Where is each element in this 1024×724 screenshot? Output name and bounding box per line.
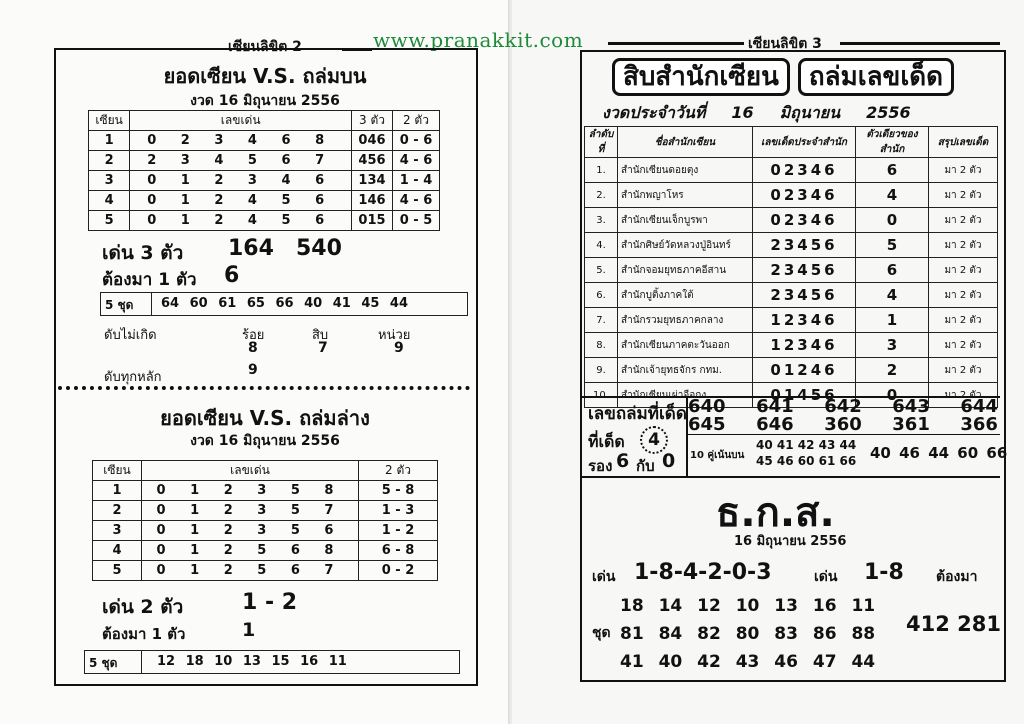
upper-set-label: 5 ชุด [105, 298, 134, 312]
rks-rule [582, 476, 1000, 478]
right-subtitle: งวดประจำวันที่ 16 มิถุนายน 2556 [602, 103, 911, 122]
focus-pairs: 40 46 44 60 66 [870, 444, 1008, 462]
table-row: 4. สำนักศิษย์วัดหลวงปู่อินทร์ 23456 5 มา 2 ตัว [585, 233, 998, 258]
col-header: เลขเด็ดประจำสำนัก [753, 127, 856, 158]
col-label-units: หน่วย [378, 328, 411, 343]
rks-den2: 1-8 [864, 560, 904, 585]
table-row: 1 0 2 3 4 6 8 046 0 - 6 [89, 131, 440, 151]
dotted-divider [58, 386, 470, 390]
summary-row1: 640 641 642 643 644 [688, 396, 998, 417]
tidet-label: ที่เด็ด [588, 432, 625, 451]
upper-must: 6 [224, 263, 240, 288]
table-row: 5 0 1 2 5 6 7 0 - 2 [93, 561, 438, 581]
pair-label: 10 คู่เน้นบน [690, 450, 745, 461]
table-row: 5. สำนักจอมยุทธภาคอีสาน 23456 6 มา 2 ตัว [585, 258, 998, 283]
col-header: ตัวเดียวของสำนัก [856, 127, 929, 158]
lower-set-label: 5 ชุด [89, 656, 118, 670]
right-page-label: เซียนลิขิต 3 [748, 36, 822, 52]
table-row: 6. สำนักบูติ้งภาคใต้ 23456 4 มา 2 ตัว [585, 283, 998, 308]
rks-final: 412 281 [906, 612, 1001, 636]
rong-b: 0 [662, 450, 676, 472]
set-divider [151, 293, 152, 315]
lower-must-label: ต้องมา 1 ตัว [102, 625, 186, 643]
rks-must-label: ต้องมา [936, 569, 978, 585]
upper-den-b: 540 [296, 236, 342, 261]
rks-set-row2: 81 84 82 80 83 86 88 [620, 624, 876, 644]
never-label: ดับไม่เกิด [104, 328, 157, 343]
rong-a: 6 [616, 450, 630, 472]
left-page-label: เซียนลิขิต 2 [228, 39, 302, 55]
lower-set-box [84, 650, 460, 674]
upper-set-box [100, 292, 468, 316]
table-row: 2 0 1 2 3 5 7 1 - 3 [93, 501, 438, 521]
summary-row2: 645 646 360 361 366 [688, 414, 998, 435]
col-val-tens: 7 [318, 340, 328, 356]
table-row: 1. สำนักเซียนดอยตุง 02346 6 มา 2 ตัว [585, 158, 998, 183]
summary-divider [686, 398, 688, 476]
col-header: ชื่อสำนักเซียน [618, 127, 753, 158]
rks-den2-label: เด่น [814, 569, 838, 585]
tidet-circle: 4 [640, 426, 668, 454]
title-part-b: ถล่มเลขเด็ด [798, 58, 954, 96]
col-header: ลำดับที่ [585, 127, 618, 158]
lower-den-label: เด่น 2 ตัว [102, 596, 184, 618]
pairs-row1: 40 41 42 43 44 [756, 438, 857, 452]
rks-title: ธ.ก.ส. [716, 490, 835, 536]
table-row: 5 0 1 2 4 5 6 015 0 - 5 [89, 211, 440, 231]
upper-set: 64 60 61 65 66 40 41 45 44 [161, 296, 409, 311]
col-val-hundreds: 8 [248, 340, 258, 356]
table-row: 2. สำนักพญาโหร 02346 4 มา 2 ตัว [585, 183, 998, 208]
table-row: 3 0 1 2 3 5 6 1 - 2 [93, 521, 438, 541]
upper-den-label: เด่น 3 ตัว [102, 242, 184, 264]
col-header: 2 ตัว [359, 461, 438, 481]
header-rule-left [608, 42, 744, 45]
rks-set-label: ชุด [592, 625, 611, 641]
pairs-row2: 45 46 60 61 66 [756, 454, 857, 468]
table-row: 8. สำนักเซียนภาคตะวันออก 12346 3 มา 2 ตัว [585, 333, 998, 358]
school-table [584, 126, 998, 408]
rks-date: 16 มิถุนายน 2556 [734, 534, 847, 549]
upper-title: ยอดเซียน V.S. ถล่มบน [163, 64, 367, 88]
upper-den-a: 164 [228, 236, 274, 261]
upper-date: งวด 16 มิถุนายน 2556 [190, 93, 340, 109]
right-title [612, 58, 954, 96]
set-divider [141, 651, 142, 673]
kap-label: กับ [636, 457, 655, 475]
summary-mid-rule [688, 434, 1000, 435]
table-row: 1 0 1 2 3 5 8 5 - 8 [93, 481, 438, 501]
title-part-a: สิบสำนักเซียน [612, 58, 790, 96]
rks-set-row1: 18 14 12 10 13 16 11 [620, 596, 876, 616]
table-row: 3 0 1 2 3 4 6 134 1 - 4 [89, 171, 440, 191]
watermark-url: www.pranakkit.com [373, 28, 584, 52]
col-label-hundreds: ร้อย [242, 328, 265, 343]
lower-must: 1 [242, 619, 256, 641]
table-row: 7. สำนักรวมยุทธภาคกลาง 12346 1 มา 2 ตัว [585, 308, 998, 333]
table-row: 10. สำนักเซียนเผ่าจือกง 01456 0 มา 2 ตัว [585, 383, 998, 408]
rks-den: 1-8-4-2-0-3 [634, 560, 772, 585]
lower-set: 12 18 10 13 15 16 11 [157, 654, 347, 669]
col-header: เซียน [89, 111, 130, 131]
rks-set-row3: 41 40 42 43 46 47 44 [620, 652, 876, 672]
all-val: 9 [248, 362, 258, 378]
col-header: สรุปเลขเด็ด [929, 127, 998, 158]
lower-table [92, 460, 438, 581]
table-row: 4 0 1 2 5 6 8 6 - 8 [93, 541, 438, 561]
lower-date: งวด 16 มิถุนายน 2556 [190, 433, 340, 449]
col-label-tens: สิบ [312, 328, 329, 343]
lower-title: ยอดเซียน V.S. ถล่มล่าง [160, 406, 370, 430]
table-row: 9. สำนักเจ้ายุทธจักร กทม. 01246 2 มา 2 ตัว [585, 358, 998, 383]
table-row: 4 0 1 2 4 5 6 146 4 - 6 [89, 191, 440, 211]
col-val-units: 9 [394, 340, 404, 356]
col-header: 3 ตัว [352, 111, 393, 131]
rong-label: รอง [588, 457, 613, 475]
lower-den: 1 - 2 [242, 590, 298, 615]
col-header: เซียน [93, 461, 142, 481]
col-header: 2 ตัว [392, 111, 439, 131]
summary-label: เลขถล่มที่เด็ด [588, 404, 687, 424]
table-row: 2 2 3 4 5 6 7 456 4 - 6 [89, 151, 440, 171]
col-header: เลขเด่น [130, 111, 352, 131]
upper-table [88, 110, 440, 231]
upper-must-label: ต้องมา 1 ตัว [102, 270, 197, 290]
table-row: 3. สำนักเซียนเจ็กบูรพา 02346 0 มา 2 ตัว [585, 208, 998, 233]
header-rule-right [840, 42, 1000, 45]
col-header: เลขเด่น [142, 461, 359, 481]
all-label: ดับทุกหลัก [104, 370, 162, 385]
rks-den-label: เด่น [592, 569, 616, 585]
